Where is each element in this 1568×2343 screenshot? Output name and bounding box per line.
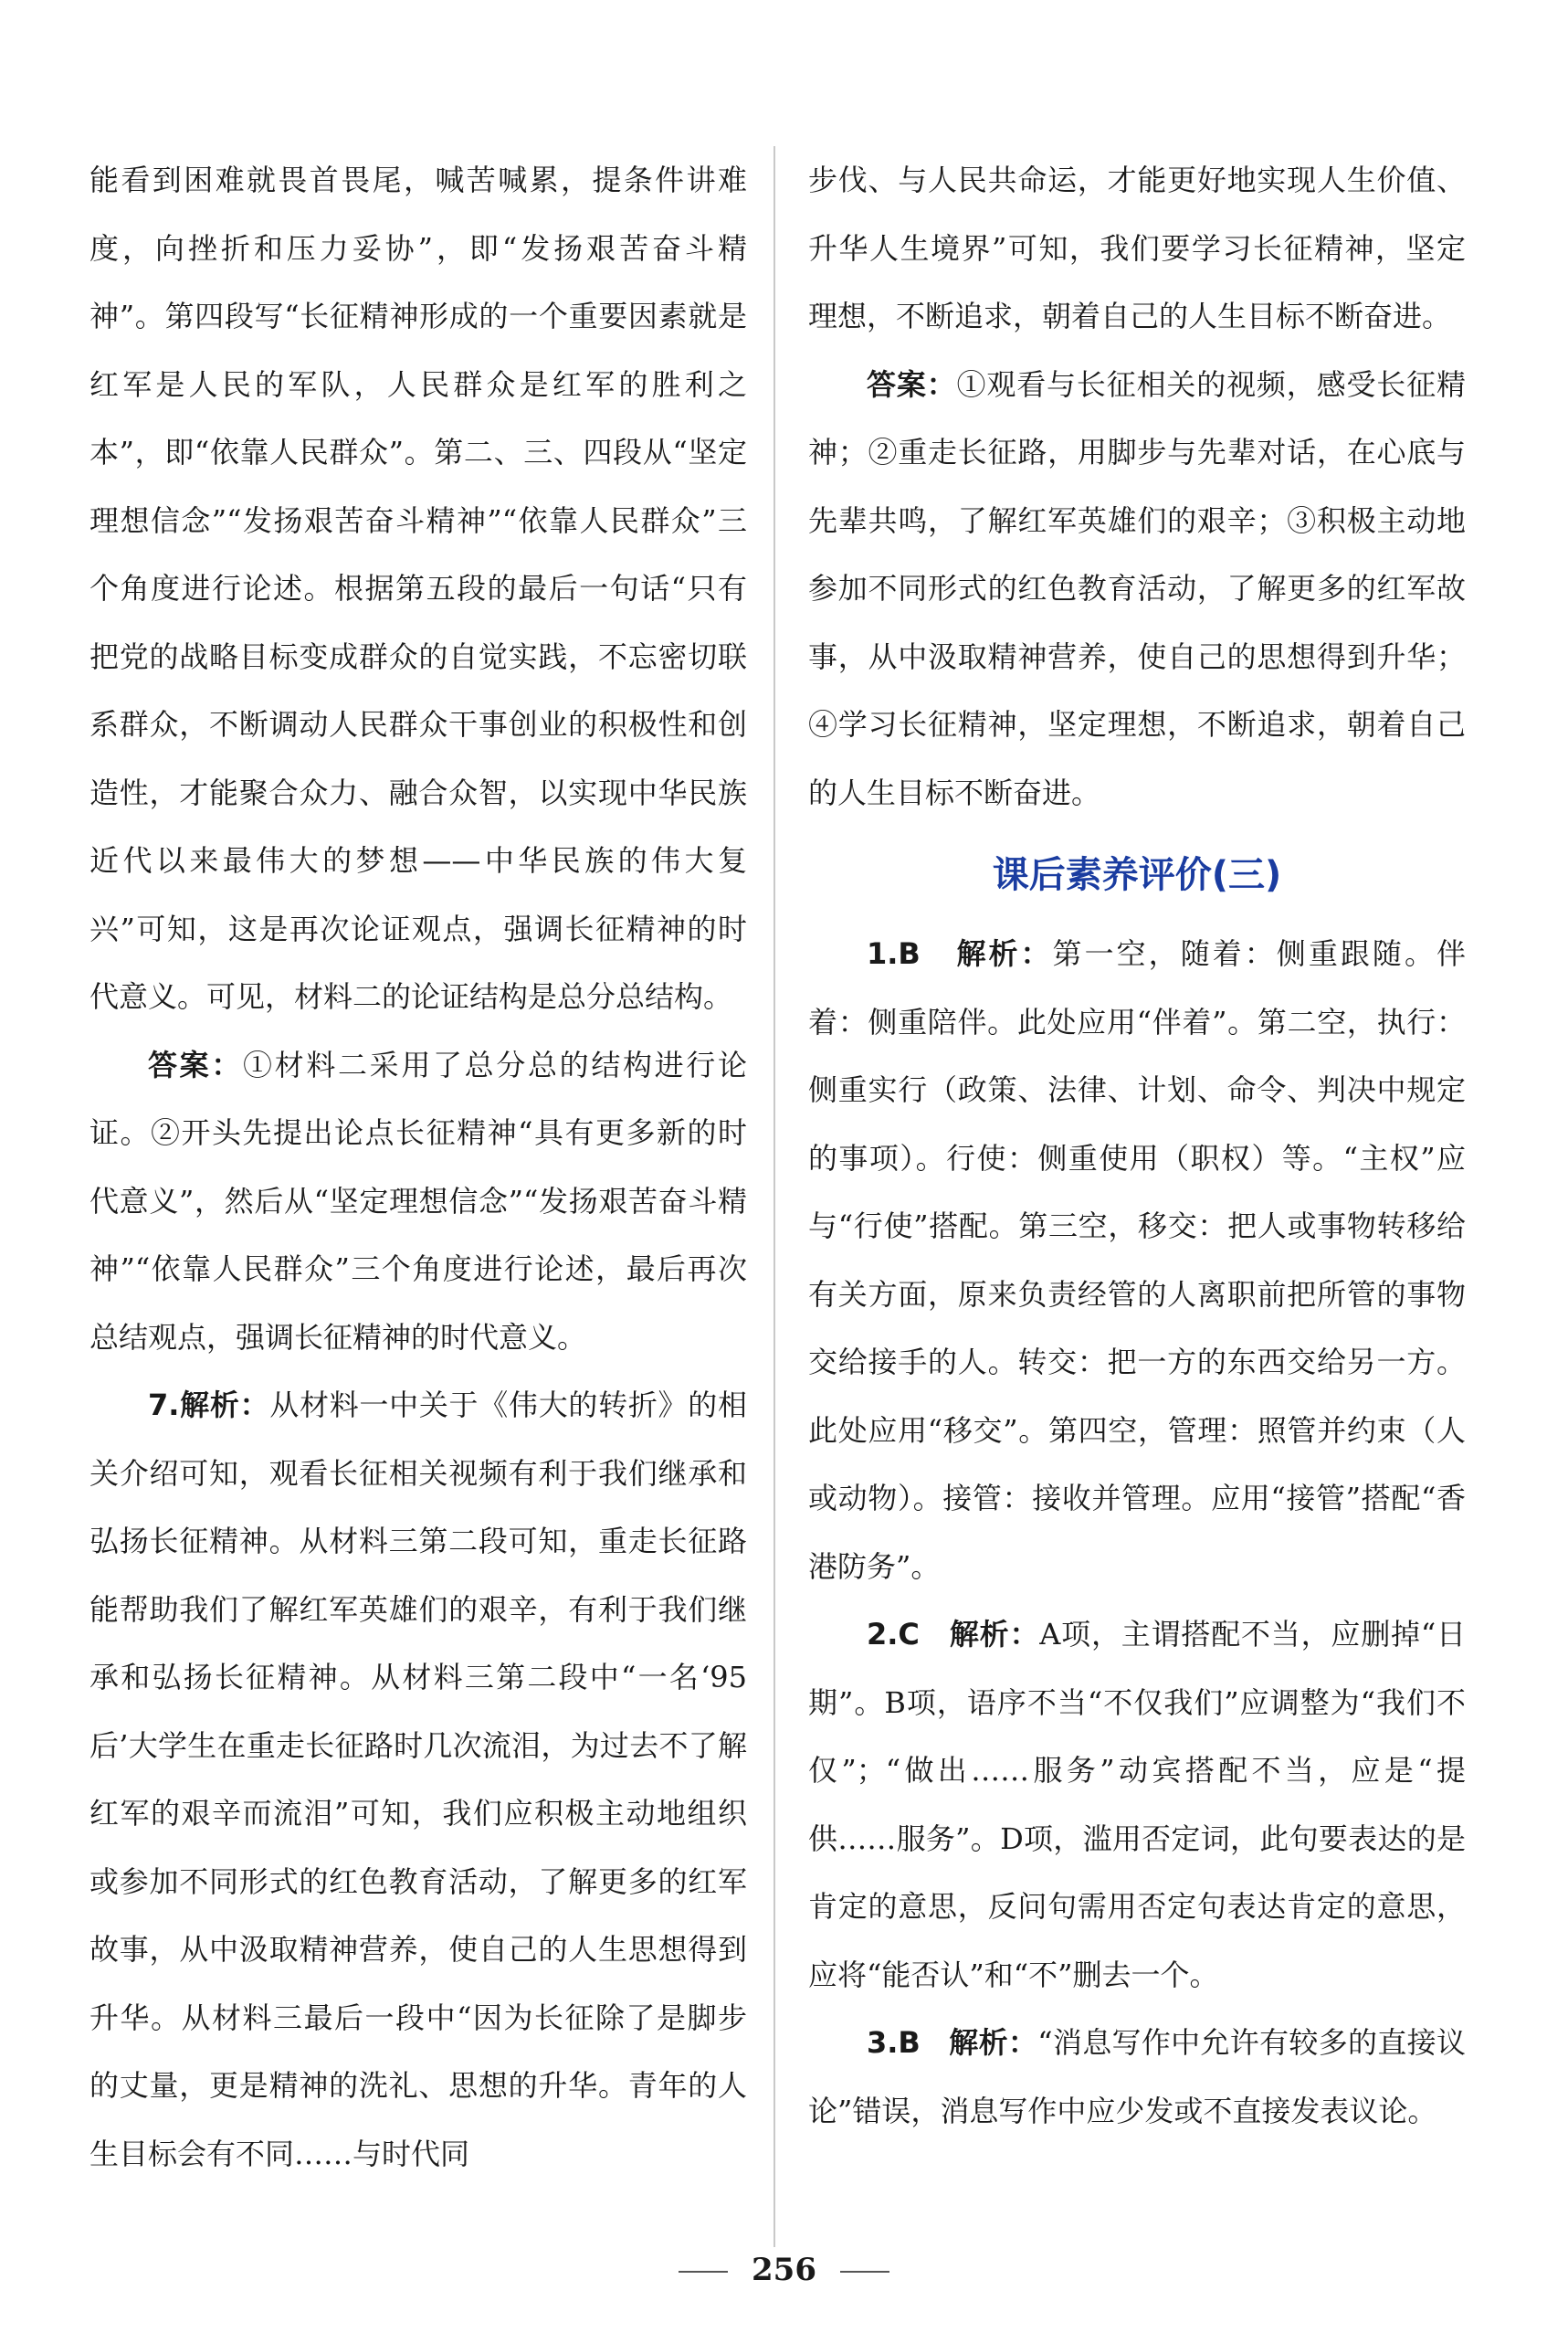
answer-label: 答案： — [867, 366, 957, 402]
question-7-text: 从材料一中关于《伟大的转折》的相关介绍可知，观看长征相关视频有利于我们继承和弘扬长征精神。从材料三第二段可知，重走长征路能帮助我们了解红军英雄们的艰辛，有利于我们继承和弘扬长征精神。从材料三第二段中“一名‘95后’大学生在重走长征路时几次流泪，为过去不了解红军的艰辛而流泪”可知，我们应积极主动地组织或参加不同形式的红色教育活动，了解更多的红军故事，从中汲取精神营养，使自己的人生思想得到升华。从材料三最后一段中“因为长征除了是脚步的丈量，更是精神的洗礼、思想的升华。青年的人生目标会有不同……与时代同 — [89, 1388, 747, 2171]
question-3-text: “消息写作中允许有较多的直接议论”错误，消息写作中应少发或不直接发表议论。 — [808, 2025, 1466, 2128]
question-3-label: 解析： — [949, 2025, 1038, 2060]
question-3-number: 3.B — [867, 2025, 921, 2060]
right-answer-paragraph — [808, 351, 1466, 828]
left-answer-paragraph — [89, 1031, 747, 1372]
section-title: 课后素养评价(三) — [992, 854, 1282, 896]
right-column — [808, 146, 1466, 2145]
question-1-text: 第一空，随着：侧重跟随。伴着：侧重陪伴。此处应用“伴着”。第二空，执行：侧重实行（政策、法律、计划、命令、判决中规定的事项）。行使：侧重使用（职权）等。“主权”应与“行使”搭配。第三空，移交：把人或事物转移给有关方面，原来负责经管的人离职前把所管的事物交给接手的人。转交：把一方的东西交给另一方。此处应用“移交”。第四空，管理：照管并约束（人或动物）。接管：接收并管理。应用“接管”搭配“香港防务”。 — [808, 936, 1466, 1584]
footer-dash-right — [840, 2271, 889, 2273]
question-7-label: 7.解析： — [148, 1388, 270, 1422]
right-paragraph-1: 步伐、与人民共命运，才能更好地实现人生价值、升华人生境界”可知，我们要学习长征精神，坚定理想，不断追求，朝着自己的人生目标不断奋进。 — [808, 163, 1466, 333]
question-1-paragraph — [808, 920, 1466, 1600]
question-7-paragraph — [89, 1371, 747, 2188]
question-2-number: 2.C — [867, 1617, 920, 1652]
answer-text: ①材料二采用了总分总的结构进行论证。②开头先提出论点长征精神“具有更多新的时代意义”，然后从“坚定理想信念”“发扬艰苦奋斗精神”“依靠人民群众”三个角度进行论述，最后再次总结观点，强调长征精神的时代意义。 — [89, 1047, 747, 1355]
question-3-paragraph — [808, 2009, 1466, 2145]
left-paragraph-1: 能看到困难就畏首畏尾，喊苦喊累，提条件讲难度，向挫折和压力妥协”，即“发扬艰苦奋斗精神”。第四段写“长征精神形成的一个重要因素就是红军是人民的军队，人民群众是红军的胜利之本”，即“依靠人民群众”。第二、三、四段从“坚定理想信念”“发扬艰苦奋斗精神”“依靠人民群众”三个角度进行论述。根据第五段的最后一句话“只有把党的战略目标变成群众的自觉实践，不忘密切联系群众，不断调动人民群众干事创业的积极性和创造性，才能聚合众力、融合众智，以实现中华民族近代以来最伟大的梦想——中华民族的伟大复兴”可知，这是再次论证观点，强调长征精神的时代意义。可见，材料二的论证结构是总分总结构。 — [89, 163, 747, 1014]
column-divider — [773, 146, 775, 2247]
question-2-label: 解析： — [949, 1617, 1040, 1652]
question-1-number: 1.B — [867, 936, 921, 971]
question-2-text: A项，主谓搭配不当，应删掉“日期”。B项，语序不当“不仅我们”应调整为“我们不仅”；“做出……服务”动宾搭配不当，应是“提供……服务”。D项，滥用否定词，此句要表达的是肯定的意思，反问句需用否定句表达肯定的意思，应将“能否认”和“不”删去一个。 — [808, 1617, 1466, 1992]
answer-label: 答案： — [148, 1047, 243, 1082]
answer-text: ①观看与长征相关的视频，感受长征精神；②重走长征路，用脚步与先辈对话，在心底与先辈共鸣，了解红军英雄们的艰辛；③积极主动地参加不同形式的红色教育活动，了解更多的红军故事，从中汲取精神营养，使自己的思想得到升华；④学习长征精神，坚定理想，不断追求，朝着自己的人生目标不断奋进。 — [808, 366, 1466, 810]
question-1-label: 解析： — [956, 936, 1053, 971]
question-2-paragraph — [808, 1600, 1466, 2009]
page-number: 256 — [752, 2252, 816, 2288]
page-footer — [0, 2252, 1568, 2288]
footer-dash-left — [679, 2271, 728, 2273]
left-column — [89, 146, 747, 2188]
